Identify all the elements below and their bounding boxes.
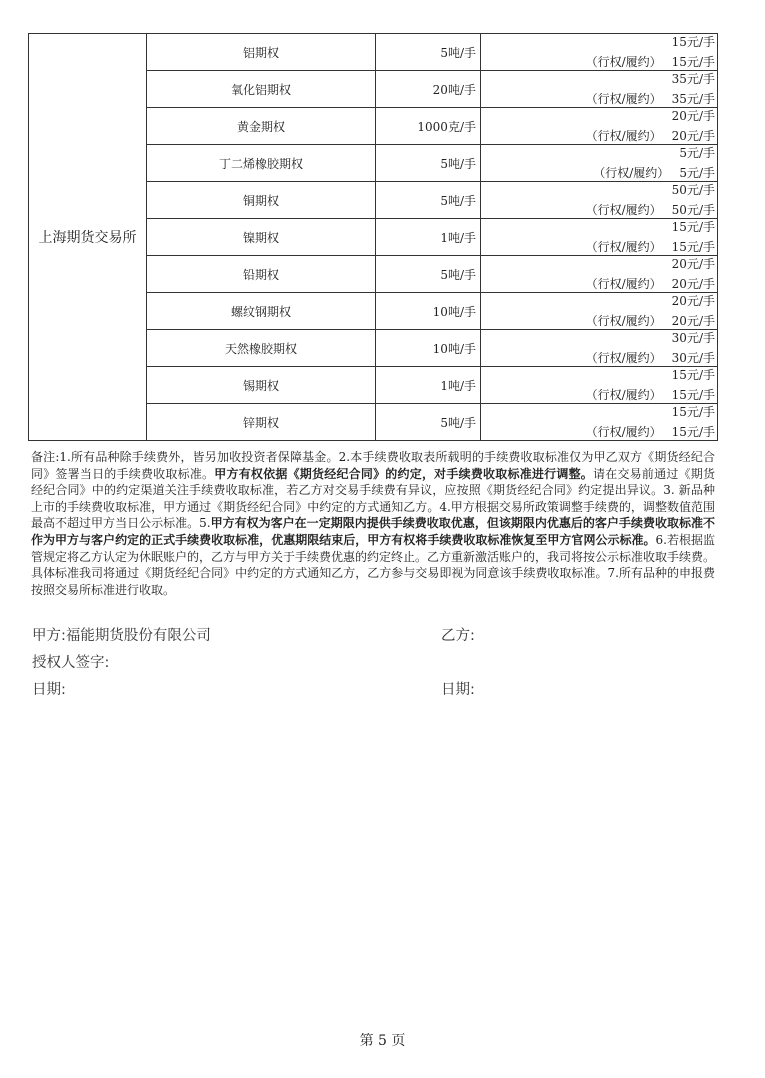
exercise-fee: 30元/手: [671, 351, 715, 365]
exercise-label: （行权/履约）: [585, 388, 662, 402]
exercise-label: （行权/履约）: [585, 314, 662, 328]
fee-cell: [481, 367, 718, 404]
exercise-label: （行权/履约）: [585, 240, 662, 254]
product-name-cell: 氧化铝期权: [147, 71, 376, 108]
open-fee: 50元/手: [671, 183, 715, 197]
fee-cell: [481, 145, 718, 182]
open-fee: 15元/手: [671, 35, 715, 49]
party-b-label: 乙方:: [441, 628, 475, 644]
product-name-cell: 铝期权: [147, 34, 376, 71]
exercise-fee-line: [586, 351, 715, 365]
fee-cell: [481, 404, 718, 441]
exercise-fee: 50元/手: [671, 203, 715, 217]
contract-unit-cell: 10吨/手: [376, 293, 481, 330]
product-name-cell: 螺纹钢期权: [147, 293, 376, 330]
exercise-fee: 15元/手: [671, 425, 715, 439]
exercise-fee-line: [586, 314, 715, 328]
exercise-label: （行权/履约）: [585, 129, 662, 143]
exercise-fee-line: [586, 92, 715, 106]
exercise-label: （行权/履约）: [585, 425, 662, 439]
product-name-cell: 丁二烯橡胶期权: [147, 145, 376, 182]
exercise-label: （行权/履约）: [585, 55, 662, 69]
contract-unit-cell: 1吨/手: [376, 367, 481, 404]
party-a-date-label: 日期:: [32, 682, 66, 698]
party-b-date-label: 日期:: [441, 682, 475, 698]
page-number: 第 5 页: [359, 1033, 406, 1049]
exchange-cell: 上海期货交易所: [29, 34, 147, 441]
table-row: [29, 34, 718, 71]
exercise-fee: 15元/手: [671, 240, 715, 254]
contract-unit-cell: 20吨/手: [376, 71, 481, 108]
exercise-label: （行权/履约）: [585, 277, 662, 291]
exercise-fee: 20元/手: [671, 129, 715, 143]
exercise-fee: 35元/手: [671, 92, 715, 106]
note-bold-2: 甲方有权为客户在一定期限内提供手续费收取优惠，但该期限内优惠后的客户手续费收取标准不作为甲方与客户约定的正式手续费收取标准，优惠期限结束后，甲方有权将手续费收取标准恢复至甲方官网公示标准。: [31, 516, 715, 547]
fee-cell: [481, 256, 718, 293]
note-bold-1: 甲方有权依据《期货经纪合同》的约定，对手续费收取标准进行调整。: [214, 466, 594, 481]
open-fee: 20元/手: [671, 109, 715, 123]
exercise-label: （行权/履约）: [585, 203, 662, 217]
contract-unit-cell: 5吨/手: [376, 145, 481, 182]
contract-unit-cell: 1吨/手: [376, 219, 481, 256]
open-fee: 20元/手: [671, 294, 715, 308]
open-fee: 5元/手: [679, 146, 715, 160]
exercise-fee-line: [586, 240, 715, 254]
exercise-fee-line: [586, 55, 715, 69]
authorized-signature-label: 授权人签字:: [32, 655, 110, 671]
note-text-3: 6.若根据监管规定将乙方认定为休眠账户的，乙方与甲方关于手续费优惠的约定终止。乙方重新激活账户的，我司将按公示标准收取手续费。具体标准我司将通过《期货经纪合同》中约定的方式通知乙方，乙方参与交易即视为同意该手续费收取标准。7.所有品种的申报费按照交易所标准进行收取。: [31, 532, 716, 597]
fee-cell: [481, 182, 718, 219]
exercise-label: （行权/履约）: [585, 351, 662, 365]
fee-cell: [481, 330, 718, 367]
open-fee: 35元/手: [671, 72, 715, 86]
exercise-fee: 5元/手: [679, 166, 715, 180]
exercise-fee: 15元/手: [671, 55, 715, 69]
product-name-cell: 天然橡胶期权: [147, 330, 376, 367]
contract-unit-cell: 10吨/手: [376, 330, 481, 367]
open-fee: 30元/手: [671, 331, 715, 345]
product-name-cell: 锌期权: [147, 404, 376, 441]
fee-cell: [481, 293, 718, 330]
exercise-fee: 15元/手: [671, 388, 715, 402]
party-a-label: 甲方:福能期货股份有限公司: [32, 628, 211, 644]
product-name-cell: 镍期权: [147, 219, 376, 256]
product-name-cell: 铜期权: [147, 182, 376, 219]
exercise-fee: 20元/手: [671, 277, 715, 291]
fee-cell: [481, 71, 718, 108]
open-fee: 15元/手: [671, 220, 715, 234]
open-fee: 15元/手: [671, 405, 715, 419]
remarks-note: [31, 449, 715, 598]
contract-unit-cell: 5吨/手: [376, 182, 481, 219]
contract-unit-cell: 5吨/手: [376, 404, 481, 441]
contract-unit-cell: 1000克/手: [376, 108, 481, 145]
note-text-2: 请在交易前通过《期货经纪合同》中的约定渠道关注手续费收取标准，若乙方对交易手续费有异议，应按照《期货经纪合同》约定提出异议。3. 新品种上市的手续费收取标准，甲方通过《期货经纪合同》中约定的方式通知乙方。4.甲方根据交易所政策调整手续费的，调整数值范围最高不超过甲方当日公示标准。5.: [31, 466, 715, 531]
product-name-cell: 锡期权: [147, 367, 376, 404]
fee-cell: [481, 108, 718, 145]
exercise-fee-line: [586, 129, 715, 143]
fee-cell: [481, 34, 718, 71]
exercise-fee-line: [593, 166, 715, 180]
contract-unit-cell: 5吨/手: [376, 256, 481, 293]
exercise-fee-line: [586, 203, 715, 217]
contract-unit-cell: 5吨/手: [376, 34, 481, 71]
exercise-label: （行权/履约）: [593, 166, 670, 180]
fee-table-body: [29, 34, 718, 441]
fee-table: [28, 33, 718, 441]
exercise-fee-line: [586, 425, 715, 439]
exercise-label: （行权/履约）: [585, 92, 662, 106]
open-fee: 20元/手: [671, 257, 715, 271]
exercise-fee-line: [586, 388, 715, 402]
product-name-cell: 铅期权: [147, 256, 376, 293]
fee-cell: [481, 219, 718, 256]
open-fee: 15元/手: [671, 368, 715, 382]
note-text-1: 备注:1.所有品种除手续费外，皆另加收投资者保障基金。2.本手续费收取表所载明的手续费收取标准仅为甲乙双方《期货经纪合同》签署当日的手续费收取标准。: [31, 450, 715, 481]
product-name-cell: 黄金期权: [147, 108, 376, 145]
exercise-fee: 20元/手: [671, 314, 715, 328]
exercise-fee-line: [586, 277, 715, 291]
